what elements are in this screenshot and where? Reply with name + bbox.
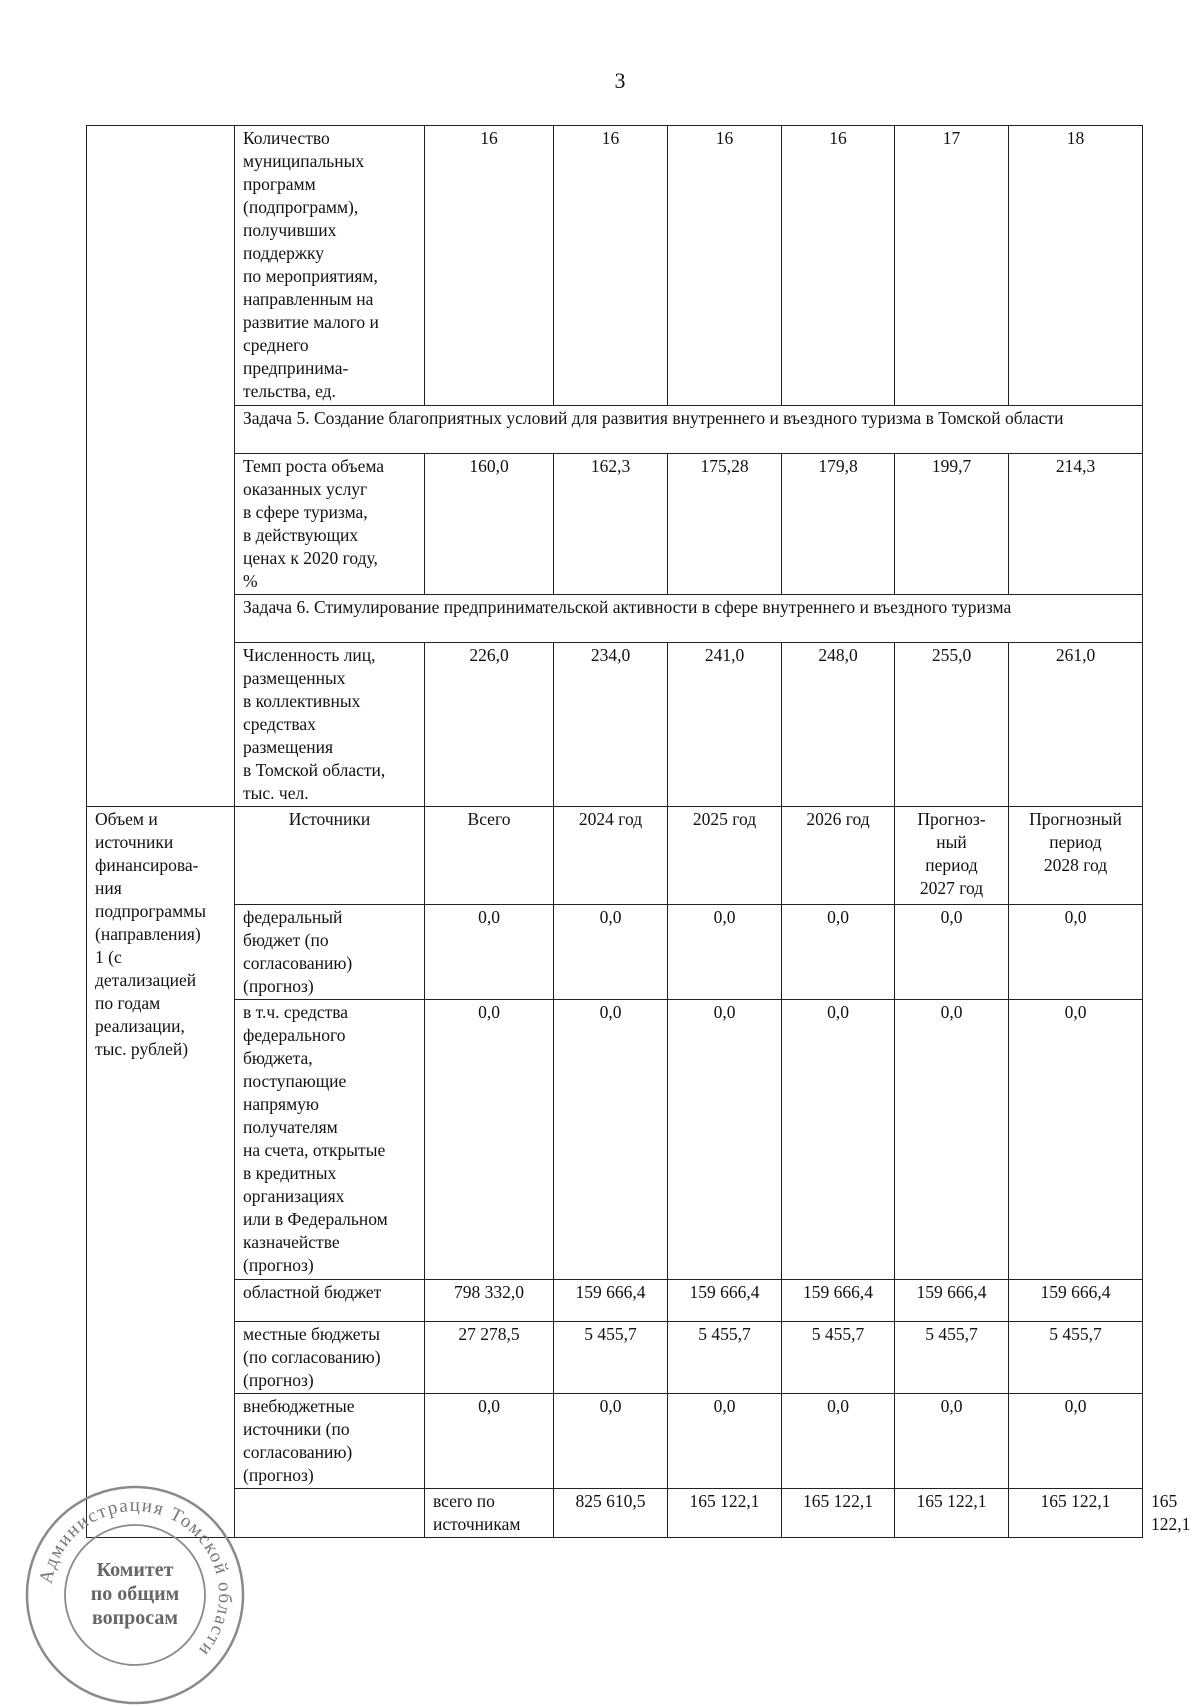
left-column-empty xyxy=(87,595,235,643)
source-label: областной бюджет xyxy=(235,1280,425,1322)
indicator-row-tourism-growth xyxy=(87,454,1143,595)
task-5-title: Задача 5. Создание благоприятных условий для развития внутреннего и въездного туризма в Томской области xyxy=(235,406,1143,454)
value-cell: 241,0 xyxy=(668,643,782,807)
value-cell: 0,0 xyxy=(782,1000,895,1280)
value-cell: 159 666,4 xyxy=(668,1280,782,1322)
column-header-sources: Источники xyxy=(235,807,425,905)
financing-row-regional xyxy=(87,1280,1143,1322)
task-5-row xyxy=(87,406,1143,454)
stamp-center-line-3: вопросам xyxy=(91,1607,179,1629)
value-cell: 0,0 xyxy=(1009,1000,1143,1280)
column-header-2028: Прогнозный период 2028 год xyxy=(1009,807,1143,905)
financing-row-total: всего по источникам 825 610,5 165 122,1 165 122,1 165 122,1 165 122,1 165 122,1 xyxy=(87,1489,1143,1538)
value-cell: 0,0 xyxy=(425,1000,554,1280)
source-label: местные бюджеты (по согласованию) (прогноз) xyxy=(235,1322,425,1394)
value-cell: 5 455,7 xyxy=(668,1322,782,1394)
value-cell: 175,28 xyxy=(668,454,782,595)
value-cell: 825 610,5 xyxy=(554,1489,668,1538)
value-cell: 160,0 xyxy=(425,454,554,595)
task-6-row xyxy=(87,595,1143,643)
value-cell: 0,0 xyxy=(1009,905,1143,1000)
value-cell: 165 122,1 xyxy=(1009,1489,1143,1538)
value-cell: 16 xyxy=(782,126,895,406)
column-header-2025: 2025 год xyxy=(668,807,782,905)
source-label: федеральный бюджет (по согласованию) (прогноз) xyxy=(235,905,425,1000)
value-cell: 0,0 xyxy=(668,1000,782,1280)
left-column-empty xyxy=(235,1489,425,1538)
source-label: внебюджетные источники (по согласованию) (прогноз) xyxy=(235,1394,425,1489)
value-cell: 165 122,1 xyxy=(782,1489,895,1538)
value-cell: 165 122,1 xyxy=(668,1489,782,1538)
column-header-2024: 2024 год xyxy=(554,807,668,905)
value-cell: 0,0 xyxy=(1009,1394,1143,1489)
value-cell: 165 122,1 xyxy=(895,1489,1009,1538)
indicator-label: Численность лиц, размещенных в коллективных средствах размещения в Томской области, тыс. чел. xyxy=(235,643,425,807)
financing-section-label: Объем и источники финансирова- ния подпрограммы (направления) 1 (с детализацией по годам реализации, тыс. рублей) xyxy=(87,807,235,1538)
value-cell: 162,3 xyxy=(554,454,668,595)
value-cell: 16 xyxy=(554,126,668,406)
value-cell: 5 455,7 xyxy=(1009,1322,1143,1394)
financing-row-federal xyxy=(87,905,1143,1000)
value-cell: 0,0 xyxy=(554,1394,668,1489)
value-cell: 5 455,7 xyxy=(782,1322,895,1394)
source-label: всего по источникам xyxy=(425,1489,554,1538)
value-cell: 159 666,4 xyxy=(554,1280,668,1322)
left-column-empty xyxy=(87,126,235,406)
value-cell: 159 666,4 xyxy=(895,1280,1009,1322)
value-cell: 0,0 xyxy=(554,1000,668,1280)
value-cell: 0,0 xyxy=(782,1394,895,1489)
source-label: в т.ч. средства федерального бюджета, поступающие напрямую получателям на счета, открытые в кредитных организациях или в Федеральном казначействе (прогноз) xyxy=(235,1000,425,1280)
stamp-ring-text: Администрация Томской области xyxy=(35,1494,236,1662)
value-cell: 17 xyxy=(895,126,1009,406)
value-cell: 179,8 xyxy=(782,454,895,595)
left-column-empty xyxy=(87,406,235,454)
stamp-center-line-1: Комитет xyxy=(96,1559,174,1581)
value-cell: 0,0 xyxy=(425,905,554,1000)
column-header-2026: 2026 год xyxy=(782,807,895,905)
value-cell: 255,0 xyxy=(895,643,1009,807)
value-cell: 0,0 xyxy=(668,905,782,1000)
value-cell: 27 278,5 xyxy=(425,1322,554,1394)
value-cell: 159 666,4 xyxy=(782,1280,895,1322)
value-cell: 5 455,7 xyxy=(554,1322,668,1394)
indicator-label: Темп роста объема оказанных услуг в сфере туризма, в действующих ценах к 2020 году, % xyxy=(235,454,425,595)
value-cell: 0,0 xyxy=(895,905,1009,1000)
value-cell: 16 xyxy=(668,126,782,406)
value-cell: 234,0 xyxy=(554,643,668,807)
value-cell: 248,0 xyxy=(782,643,895,807)
value-cell: 5 455,7 xyxy=(895,1322,1009,1394)
value-cell: 16 xyxy=(425,126,554,406)
official-stamp xyxy=(24,1484,246,1706)
subprogram-passport-table xyxy=(86,125,1191,1538)
value-cell: 18 xyxy=(1009,126,1143,406)
value-cell: 226,0 xyxy=(425,643,554,807)
value-cell: 0,0 xyxy=(668,1394,782,1489)
indicator-row-tourist-accommodation xyxy=(87,643,1143,807)
left-column-empty xyxy=(87,643,235,807)
indicator-row-municipal-programs xyxy=(87,126,1143,406)
value-cell: 159 666,4 xyxy=(1009,1280,1143,1322)
page-number: 3 xyxy=(614,68,626,93)
financing-row-federal-direct xyxy=(87,1000,1143,1280)
value-cell: 0,0 xyxy=(425,1394,554,1489)
value-cell: 0,0 xyxy=(895,1394,1009,1489)
financing-header-row xyxy=(87,807,1143,905)
value-cell: 798 332,0 xyxy=(425,1280,554,1322)
value-cell: 0,0 xyxy=(554,905,668,1000)
task-6-title: Задача 6. Стимулирование предпринимательской активности в сфере внутреннего и въездного туризма xyxy=(235,595,1143,643)
value-cell: 0,0 xyxy=(782,905,895,1000)
column-header-total: Всего xyxy=(425,807,554,905)
value-cell: 199,7 xyxy=(895,454,1009,595)
financing-row-extrabudgetary xyxy=(87,1394,1143,1489)
value-cell: 214,3 xyxy=(1009,454,1143,595)
column-header-2027: Прогноз- ный период 2027 год xyxy=(895,807,1009,905)
value-cell: 0,0 xyxy=(895,1000,1009,1280)
left-column-empty xyxy=(87,454,235,595)
financing-row-local xyxy=(87,1322,1143,1394)
value-cell: 261,0 xyxy=(1009,643,1143,807)
indicator-label: Количество муниципальных программ (подпрограмм), получивших поддержку по мероприятиям, направленным на развитие малого и среднего предпринима- тельства, ед. xyxy=(235,126,425,406)
stamp-center-line-2: по общим xyxy=(90,1583,180,1605)
